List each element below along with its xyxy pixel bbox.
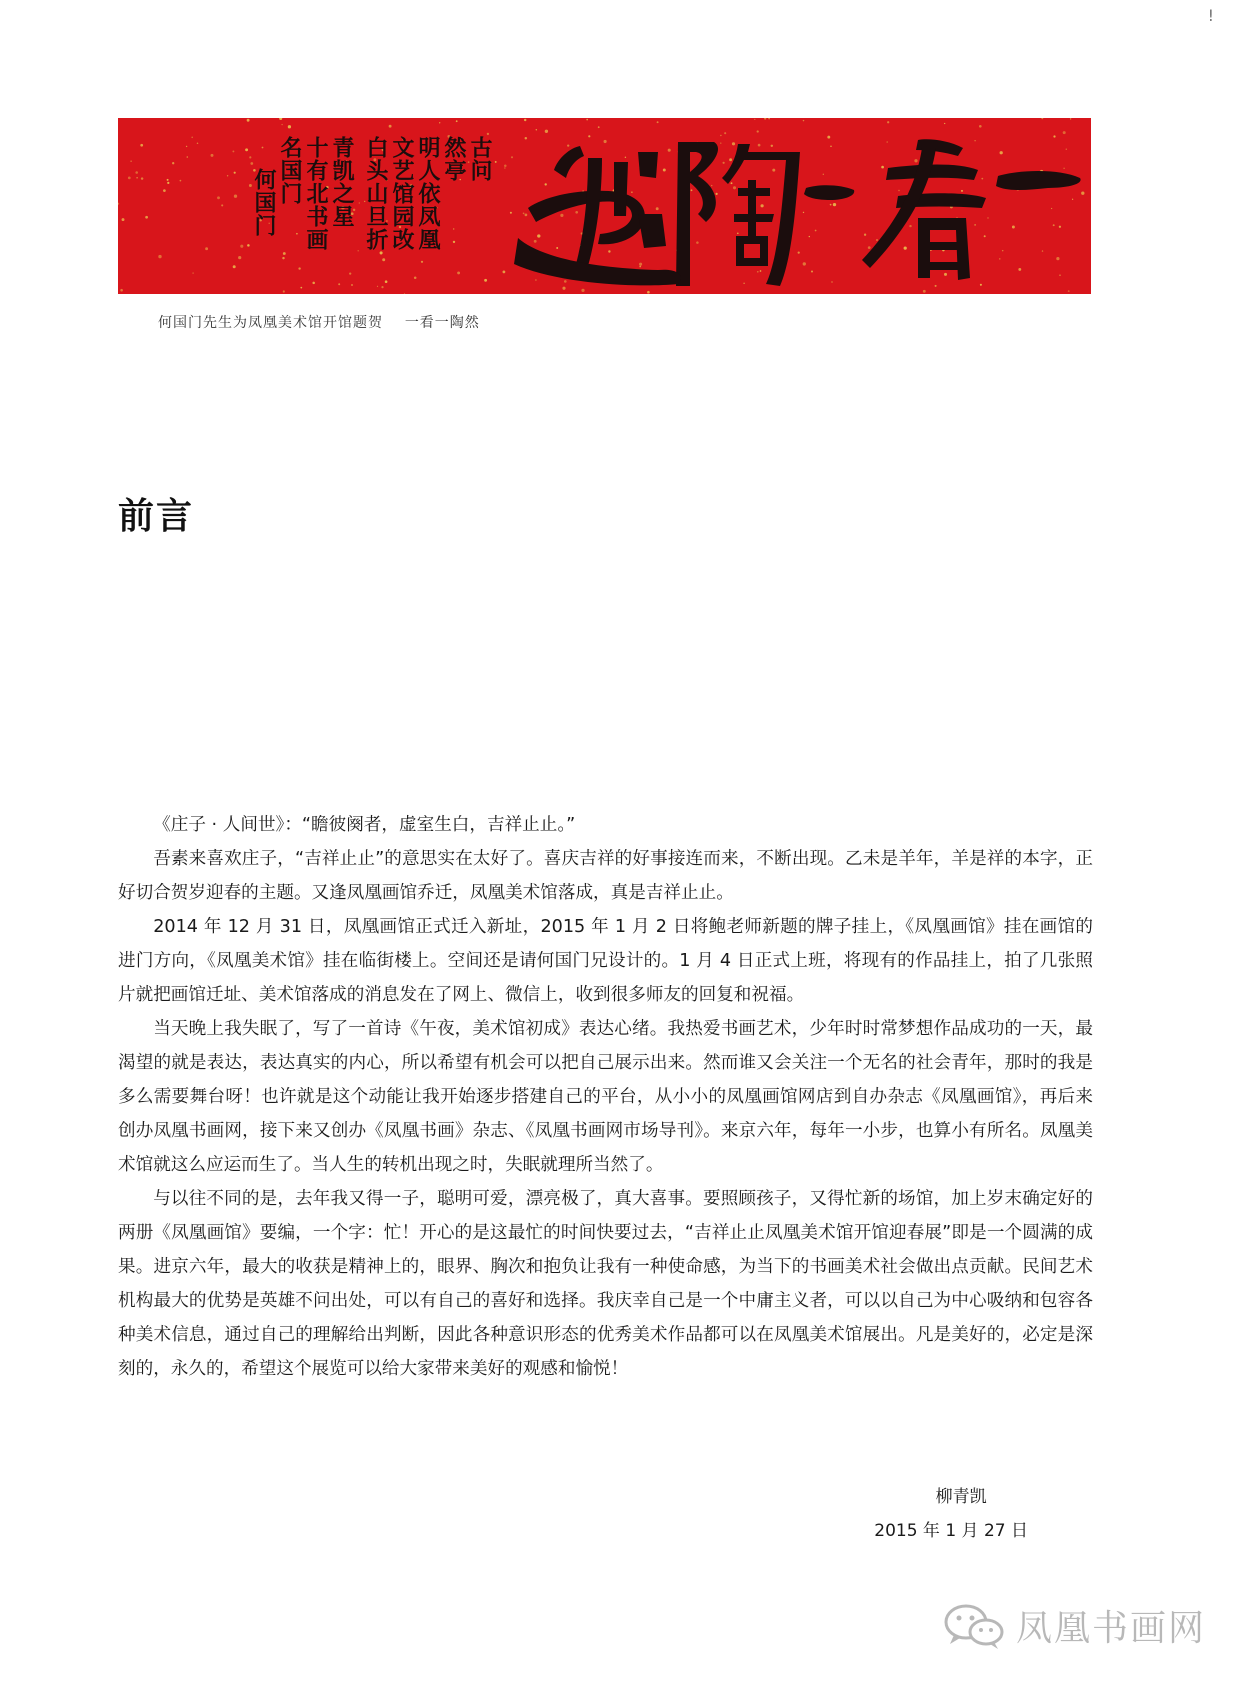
brush-char-ran [514,146,681,285]
preface-body [118,808,1093,1386]
calligraphy-banner [118,118,1091,294]
caption-phrase: 一看一陶然 [404,315,480,331]
caption-text: 何国门先生为凤凰美术馆开馆题贺 [158,315,383,331]
banner-caption [158,312,480,332]
inscription-column: 然亭 [441,136,467,182]
source-watermark [942,1600,1206,1651]
watermark-text: 凤凰书画网 [1015,1608,1206,1649]
brush-char-tao [676,142,800,286]
inscription-column: 白头山旦折 [363,136,389,251]
inscription-column: 十有北书画 [303,136,329,251]
inscription-column: 古问 [467,136,493,182]
author-name: 柳青凯 [935,1487,987,1507]
inscription-column: 明人依凤凰 [415,136,441,251]
brush-char-kan [862,139,986,280]
page-title: 前言 [118,495,195,537]
signature-date: 2015 年 1 月 27 日 [874,1521,1028,1541]
inscription-column: 青凯之星 [329,136,355,228]
paragraph: 当天晚上我失眠了，写了一首诗《午夜，美术馆初成》表达心绪。我热爱书画艺术，少年时时常梦想作品成功的一天，最渴望的就是表达，表达真实的内心，所以希望有机会可以把自己展示出来。然而谁又会关注一个无名的社会青年，那时的我是多么需要舞台呀！也许就是这个动能让我开始逐步搭建自己的平台，从小小的凤凰画馆网店到自办杂志《凤凰画馆》，再后来创办凤凰书画网，接下来又创办《凤凰书画》杂志、《凤凰书画网市场导刊》。来京六年，每年一小步，也算小有所名。凤凰美术馆就这么应运而生了。当人生的转机出现之时，失眠就理所当然了。 [118,1019,1093,1175]
paragraph-quote: 《庄子 · 人间世》：“瞻彼阕者，虚室生白，吉祥止止。” [153,815,576,835]
paragraph: 与以往不同的是，去年我又得一子，聪明可爱，漂亮极了，真大喜事。要照顾孩子，又得忙新的场馆，加上岁末确定好的两册《凤凰画馆》要编，一个字：忙！开心的是这最忙的时间快要过去，“吉祥止止凤凰美术馆开馆迎春展”即是一个圆满的成果。进京六年，最大的收获是精神上的，眼界、胸次和抱负让我有一种使命感，为当下的书画美术社会做出点贡献。民间艺术机构最大的优势是英雄不问出处，可以有自己的喜好和选择。我庆幸自己是一个中庸主义者，可以以自己为中心吸纳和包容各种美术信息，通过自己的理解给出判断，因此各种意识形态的优秀美术作品都可以在凤凰美术馆展出。凡是美好的，必定是深刻的，永久的，希望这个展览可以给大家带来美好的观感和愉悦！ [118,1189,1093,1379]
paragraph: 2014 年 12 月 31 日，凤凰画馆正式迁入新址，2015 年 1 月 2 日将鲍老师新题的牌子挂上，《凤凰画馆》挂在画馆的进门方向，《凤凰美术馆》挂在临街楼上。空间还是请何国门兄设计的。1 月 4 日正式上班，将现有的作品挂上，拍了几张照片就把画馆迁址、美术馆落成的消息发在了网上、微信上，收到很多师友的回复和祝福。 [118,917,1093,1005]
brush-stroke-yi-1 [996,171,1081,190]
signature-block [874,1480,1028,1548]
inscription-column: 名国门 [277,136,303,205]
inscription-column: 何国门 [251,168,277,237]
wechat-icon [942,1602,1006,1650]
page-mark: ! [1207,6,1214,25]
paragraph: 吾素来喜欢庄子，“吉祥止止”的意思实在太好了。喜庆吉祥的好事接连而来，不断出现。乙未是羊年，羊是祥的本字，正好切合贺岁迎春的主题。又逢凤凰画馆乔迁，凤凰美术馆落成，真是吉祥止止。 [118,849,1093,903]
brush-stroke-yi-2 [804,185,854,200]
inscription-column: 文艺馆园改 [389,136,415,251]
